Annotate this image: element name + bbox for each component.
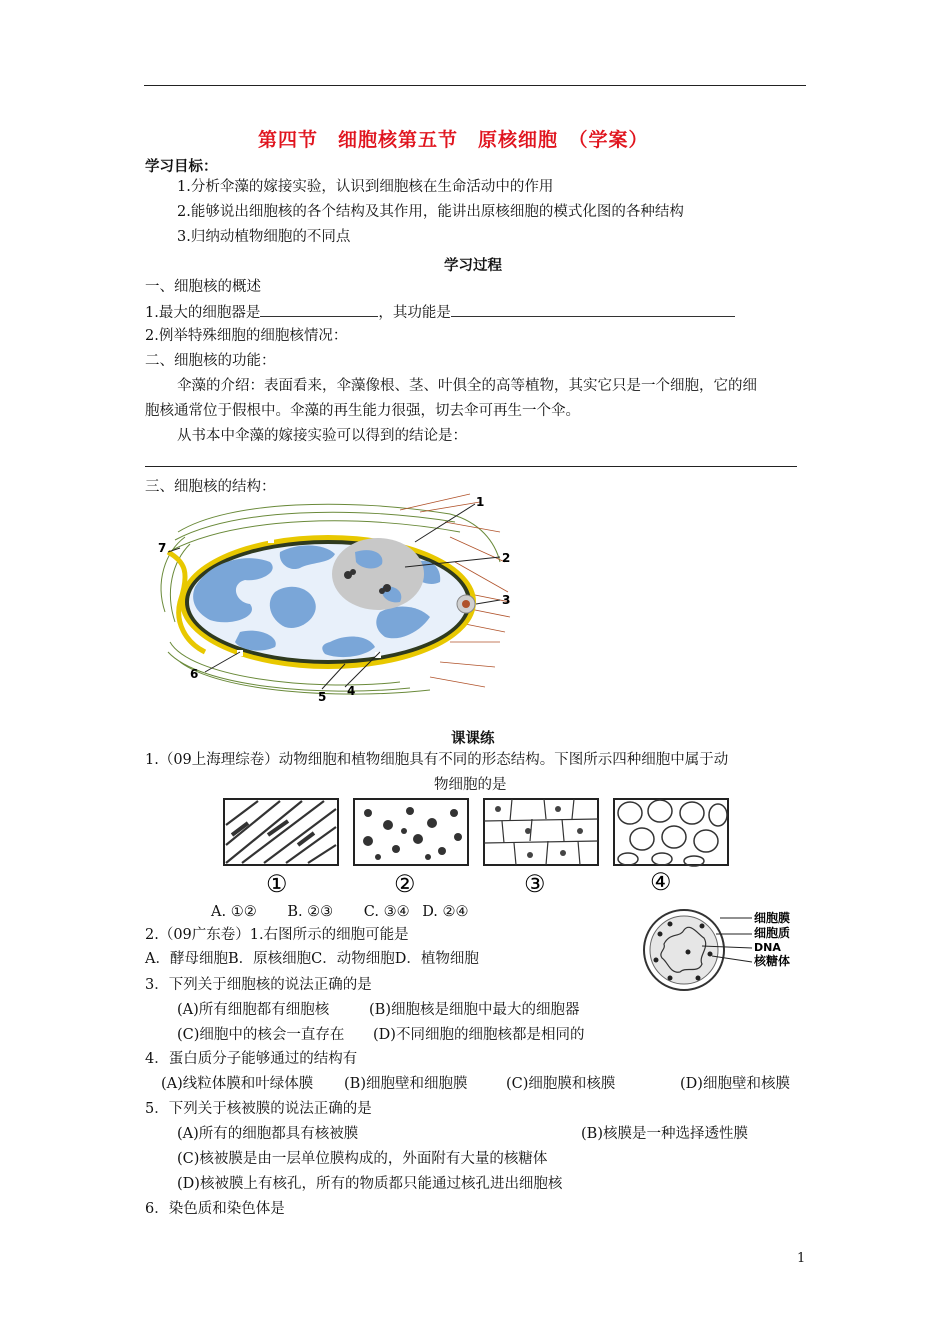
practice-question-2: 2.（09广东卷）1.右图所示的细胞可能是 <box>145 927 409 943</box>
q2-options[interactable]: A．酵母细胞B．原核细胞C．动物细胞D．植物细胞 <box>145 951 479 967</box>
section2-paragraph-line: 伞藻的介绍：表面看来，伞藻像根、茎、叶俱全的高等植物，其实它只是一个细胞，它的细 <box>177 378 757 394</box>
top-rule <box>144 85 806 86</box>
cell-image-2 <box>354 799 468 865</box>
prokaryote-label-cytoplasm: 细胞质 <box>754 926 791 940</box>
q4-option-a[interactable]: (A)线粒体膜和叶绿体膜 <box>161 1076 314 1092</box>
practice-question-1-cont: 物细胞的是 <box>434 777 507 793</box>
page-title: 第四节 细胞核第五节 原核细胞 （学案） <box>258 129 649 151</box>
practice-question-3: 3．下列关于细胞核的说法正确的是 <box>145 977 372 993</box>
process-heading: 学习过程 <box>444 258 502 274</box>
cell-image-label-1: ① <box>266 870 288 897</box>
q4-option-c[interactable]: (C)细胞膜和核膜 <box>506 1076 616 1092</box>
objective-item: 2.能够说出细胞核的各个结构及其作用，能讲出原核细胞的模式化图的各种结构 <box>177 204 684 220</box>
prokaryotic-cell-figure <box>640 904 815 996</box>
objective-item: 1.分析伞藻的嫁接实验，认识到细胞核在生命活动中的作用 <box>177 179 554 195</box>
answer-blank[interactable] <box>451 302 735 317</box>
cell-image-1 <box>224 799 338 865</box>
diagram-label-5: 5 <box>318 690 327 704</box>
diagram-label-3: 3 <box>502 593 511 607</box>
cell-image-label-3: ③ <box>524 870 546 897</box>
section2-conclusion-prompt: 从书本中伞藻的嫁接实验可以得到的结论是： <box>177 428 467 444</box>
q3-option-c[interactable]: (C)细胞中的核会一直存在 <box>177 1027 345 1043</box>
cell-image-4 <box>614 799 728 866</box>
diagram-label-2: 2 <box>502 551 511 565</box>
q1-options <box>211 903 469 921</box>
section1-question-2: 2.例举特殊细胞的细胞核情况： <box>145 328 348 344</box>
section3-heading: 三、细胞核的结构： <box>145 479 276 495</box>
q4-option-b[interactable]: (B)细胞壁和细胞膜 <box>344 1076 468 1092</box>
cell-image-label-4: ④ <box>650 868 672 896</box>
prokaryote-label-membrane: 细胞膜 <box>754 911 791 925</box>
practice-question-4: 4．蛋白质分子能够通过的结构有 <box>145 1051 358 1067</box>
q3-option-a[interactable]: (A)所有细胞都有细胞核 <box>177 1002 330 1018</box>
q3-option-d[interactable]: (D)不同细胞的细胞核都是相同的 <box>373 1027 585 1043</box>
diagram-label-6: 6 <box>190 667 199 681</box>
q1-option-d[interactable]: D. ②④ <box>422 904 469 920</box>
q1-option-c[interactable]: C. ③④ <box>363 904 410 920</box>
section2-heading: 二、细胞核的功能： <box>145 353 276 369</box>
nucleus-structure-diagram <box>150 492 520 704</box>
diagram-label-1: 1 <box>476 495 485 509</box>
diagram-label-4: 4 <box>347 684 356 698</box>
prokaryote-label-ribosome: 核糖体 <box>754 954 791 968</box>
cell-image-label-2: ② <box>394 870 416 897</box>
practice-heading: 课课练 <box>451 731 495 747</box>
page-number: 1 <box>797 1251 806 1266</box>
prokaryote-label-dna: DNA <box>754 941 781 954</box>
practice-question-1: 1.（09上海理综卷）动物细胞和植物细胞具有不同的形态结构。下图所示四种细胞中属于动 <box>145 752 729 768</box>
q4-option-d[interactable]: (D)细胞壁和核膜 <box>680 1076 790 1092</box>
section2-paragraph-line: 胞核通常位于假根中。伞藻的再生能力很强，切去伞可再生一个伞。 <box>145 403 580 419</box>
q3-option-b[interactable]: (B)细胞核是细胞中最大的细胞器 <box>369 1002 580 1018</box>
answer-line[interactable] <box>145 466 797 467</box>
q1-option-a[interactable]: A. ①② <box>211 904 257 920</box>
objectives-heading: 学习目标： <box>145 159 218 175</box>
practice-question-5: 5．下列关于核被膜的说法正确的是 <box>145 1101 372 1117</box>
diagram-label-7: 7 <box>158 541 167 555</box>
q5-option-c[interactable]: (C)核被膜是由一层单位膜构成的，外面附有大量的核糖体 <box>177 1151 548 1167</box>
q1-option-b[interactable]: B. ②③ <box>287 904 334 920</box>
cell-image-3 <box>484 799 598 865</box>
q1-text-a: 1.最大的细胞器是 <box>145 305 261 321</box>
q5-option-b[interactable]: (B)核膜是一种选择透性膜 <box>581 1126 748 1142</box>
q5-option-a[interactable]: (A)所有的细胞都具有核被膜 <box>177 1126 359 1142</box>
q1-text-b: ，其功能是 <box>378 305 451 321</box>
practice-question-6: 6．染色质和染色体是 <box>145 1201 285 1217</box>
section1-heading: 一、细胞核的概述 <box>145 279 261 295</box>
q5-option-d[interactable]: (D)核被膜上有核孔，所有的物质都只能通过核孔进出细胞核 <box>177 1176 563 1192</box>
answer-blank[interactable] <box>260 302 378 317</box>
section1-question-1 <box>145 302 735 322</box>
objective-item: 3.归纳动植物细胞的不同点 <box>177 229 351 245</box>
cell-comparison-figure <box>218 795 754 897</box>
